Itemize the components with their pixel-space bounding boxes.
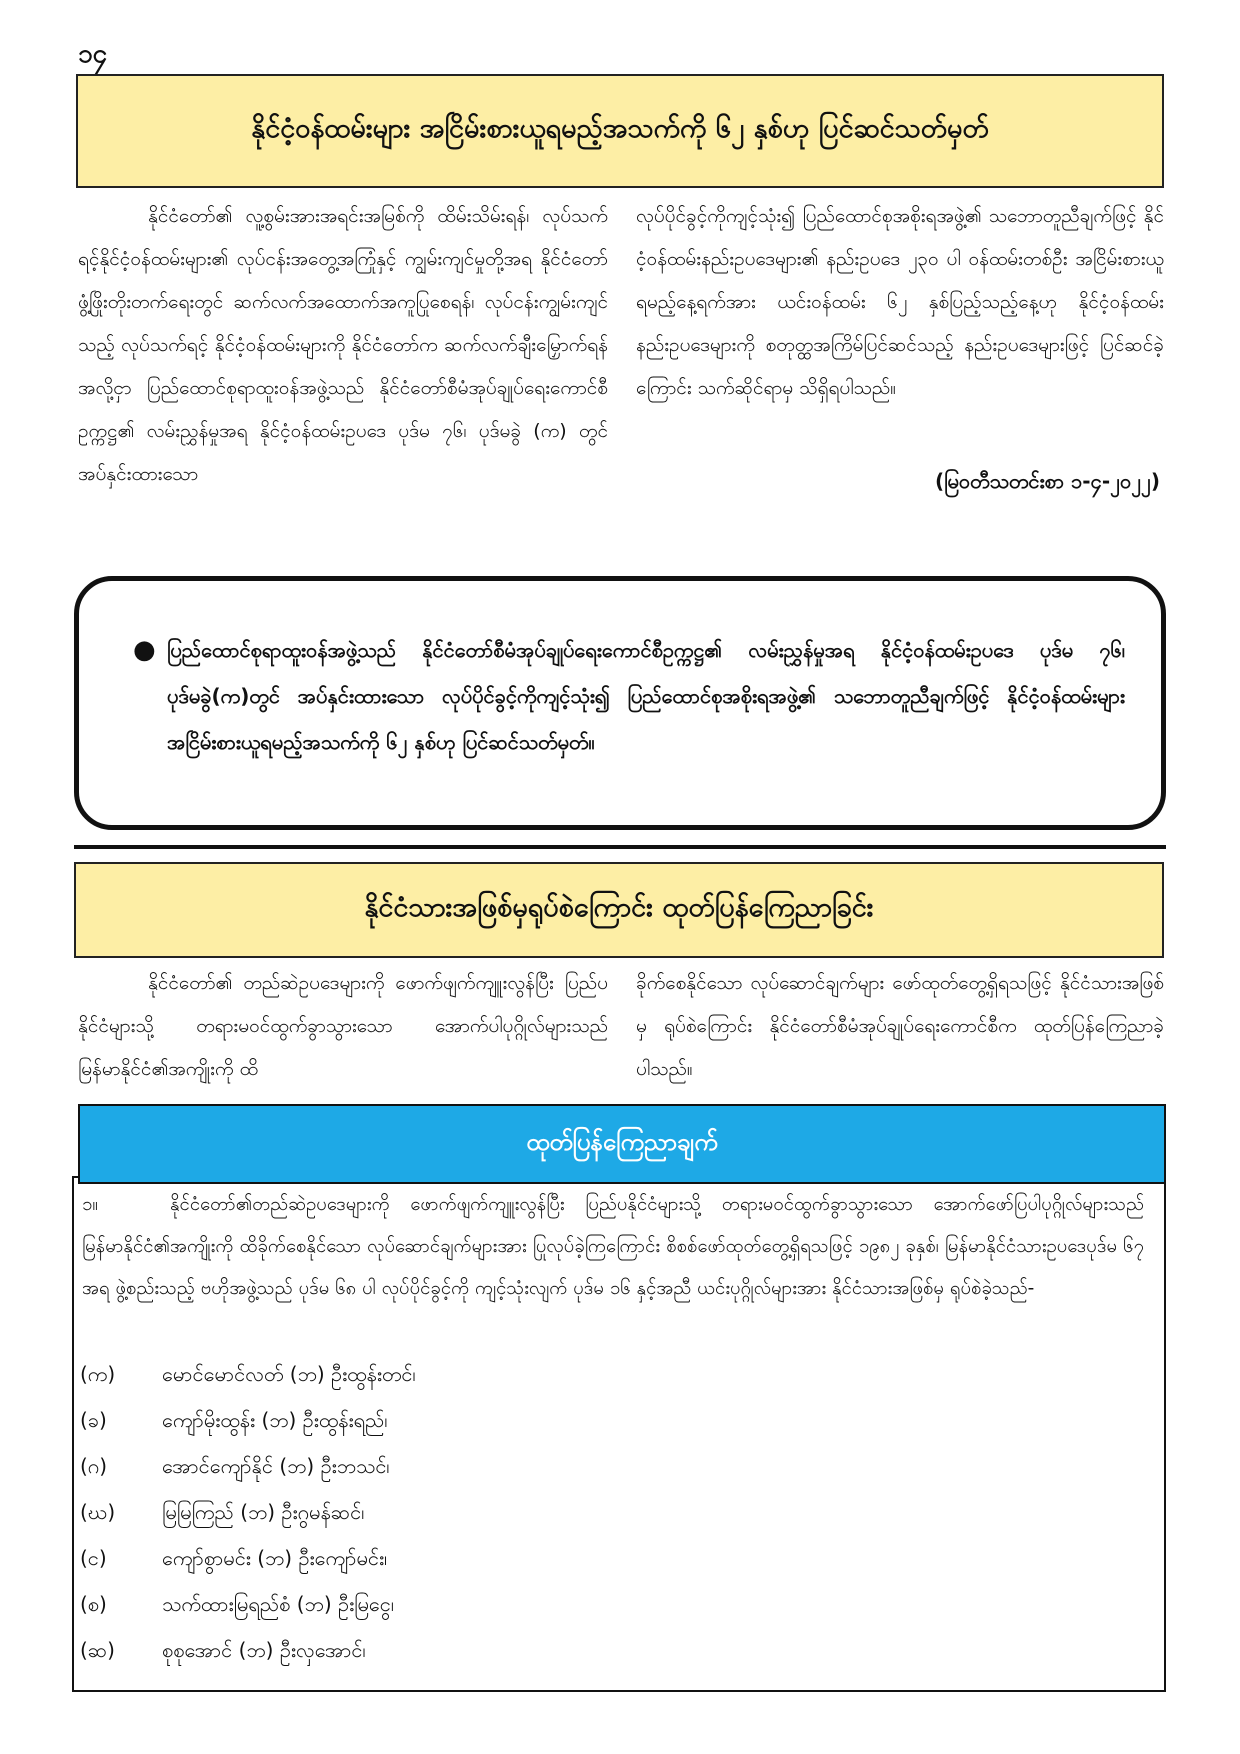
list-item-label: (က) <box>80 1362 116 1386</box>
section2-right-text: ခိုက်စေနိုင်သော လုပ်ဆောင်ချက်များ ဖော်ထုတ်တွေ့ရှိရသဖြင့် နိုင်ငံသားအဖြစ်မှ ရုပ်စဲကြောင်း နိုင်ငံတော်စီမံအုပ်ချုပ်ရေးကောင်စီက ထုတ်ပြန်ကြေညာခဲ့ပါသည်။ <box>636 972 1164 1080</box>
list-item <box>80 1491 416 1537</box>
list-item-label: (ဆ) <box>80 1638 115 1662</box>
news-source: (မြဝတီသတင်းစာ ၁-၄-၂၀၂၂) <box>934 469 1160 493</box>
section2-column-right <box>636 962 1164 1091</box>
section-divider <box>74 845 1166 849</box>
list-item-label: (င) <box>80 1546 107 1570</box>
page-number: ၁၄ <box>78 39 108 69</box>
announcement-paragraph <box>82 1184 1144 1310</box>
section2-title: နိုင်ငံသားအဖြစ်မှရုပ်စဲကြောင်း ထုတ်ပြန်ကြေညာခြင်း <box>74 862 1164 958</box>
section1-column-left <box>78 195 608 496</box>
bullet-icon: ● <box>133 635 156 665</box>
section2-left-text: နိုင်ငံတော်၏ တည်ဆဲဥပဒေများကို ဖောက်ဖျက်ကျူးလွန်ပြီး ပြည်ပနိုင်ငံများသို့ တရားမဝင်ထွက်ခွာသွားသော အောက်ပါပုဂ္ဂိုလ်များသည် မြန်မာနိုင်ငံ၏အကျိုးကို ထိ <box>78 972 608 1080</box>
list-item-text: မောင်မောင်လတ် (ဘ) ဦးထွန်းတင်၊ <box>162 1362 416 1386</box>
list-item <box>80 1445 416 1491</box>
announcement-heading: ထုတ်ပြန်ကြေညာချက် <box>78 1104 1166 1184</box>
list-item-text: ကျော်စွာမင်း (ဘ) ဦးကျော်မင်း၊ <box>162 1546 388 1570</box>
section1-left-text: နိုင်ငံတော်၏ လူ့စွမ်းအားအရင်းအမြစ်ကို ထိမ်းသိမ်းရန်၊ လုပ်သက်ရင့်နိုင်ငံ့ဝန်ထမ်းများ၏ လုပ်ငန်းအတွေ့အကြုံနှင့် ကျွမ်းကျင်မှုတို့အရ နိုင်ငံတော်ဖွံ့ဖြိုးတိုးတက်ရေးတွင် ဆက်လက်အထောက်အကူပြုစေရန်၊ လုပ်ငန်းကျွမ်းကျင်သည့် လုပ်သက်ရင့် နိုင်ငံ့ဝန်ထမ်းများကို နိုင်ငံတော်က ဆက်လက်ချီးမြှောက်ရန်အလို့ငှာ ပြည်ထောင်စုရာထူးဝန်အဖွဲ့သည် နိုင်ငံတော်စီမံအုပ်ချုပ်ရေးကောင်စီဥက္ကဋ္ဌ၏ လမ်းညွှန်မှုအရ နိုင်ငံ့ဝန်ထမ်းဥပဒေ ပုဒ်မ ၇၆၊ ပုဒ်မခွဲ (က) တွင် အပ်နှင်းထားသော <box>78 205 608 485</box>
list-item-text: အောင်ကျော်နိုင် (ဘ) ဦးဘသင်၊ <box>162 1454 390 1478</box>
list-item <box>80 1583 416 1629</box>
list-item <box>80 1537 416 1583</box>
section1-right-text: လုပ်ပိုင်ခွင့်ကိုကျင့်သုံး၍ ပြည်ထောင်စုအစိုးရအဖွဲ့၏ သဘောတူညီချက်ဖြင့် နိုင်ငံ့ဝန်ထမ်းနည်းဥပဒေများ၏ နည်းဥပဒေ ၂၃၀ ပါ ဝန်ထမ်းတစ်ဦး အငြိမ်းစားယူရမည့်နေ့ရက်အား ယင်းဝန်ထမ်း ၆၂ နှစ်ပြည့်သည့်နေ့ဟု နိုင်ငံ့ဝန်ထမ်းနည်းဥပဒေများကို စတုတ္ထအကြိမ်ပြင်ဆင်သည့် နည်းဥပဒေများဖြင့် ပြင်ဆင်ခဲ့ကြောင်း သက်ဆိုင်ရာမှ သိရှိရပါသည်။ <box>636 205 1164 399</box>
list-item-text: စုစုအောင် (ဘ) ဦးလှအောင်၊ <box>162 1638 366 1662</box>
highlight-content <box>133 627 1125 765</box>
revoked-persons-list <box>80 1353 416 1675</box>
list-item <box>80 1399 416 1445</box>
list-item-text: သက်ထားမြရည်စံ (ဘ) ဦးမြငွေ၊ <box>162 1592 395 1616</box>
section2-column-left <box>78 962 608 1091</box>
section1-column-right <box>636 195 1164 410</box>
announcement-box <box>72 1176 1166 1692</box>
list-item-label: (စ) <box>80 1592 107 1616</box>
list-item <box>80 1629 416 1675</box>
list-item-label: (ဃ) <box>80 1500 116 1524</box>
highlight-text: ပြည်ထောင်စုရာထူးဝန်အဖွဲ့သည် နိုင်ငံတော်စီမံအုပ်ချုပ်ရေးကောင်စီဥက္ကဋ္ဌ၏ လမ်းညွှန်မှုအရ နိုင်ငံ့ဝန်ထမ်းဥပဒေ ပုဒ်မ ၇၆၊ ပုဒ်မခွဲ(က)တွင် အပ်နှင်းထားသော လုပ်ပိုင်ခွင့်ကိုကျင့်သုံး၍ ပြည်ထောင်စုအစိုးရအဖွဲ့၏ သဘောတူညီချက်ဖြင့် နိုင်ငံ့ဝန်ထမ်းများ အငြိမ်းစားယူရမည့်အသက်ကို ၆၂ နှစ်ဟု ပြင်ဆင်သတ်မှတ်။ <box>167 638 1125 754</box>
list-item-label: (ဂ) <box>80 1454 108 1478</box>
section1-title: နိုင်ငံ့ဝန်ထမ်းများ အငြိမ်းစားယူရမည့်အသက်ကို ၆၂ နှစ်ဟု ပြင်ဆင်သတ်မှတ် <box>76 74 1164 188</box>
paragraph-number: ၁။ <box>82 1194 99 1215</box>
list-item <box>80 1353 416 1399</box>
list-item-text: မြမြကြည် (ဘ) ဦးဂွမန်ဆင်၊ <box>162 1500 365 1524</box>
list-item-label: (ခ) <box>80 1408 107 1432</box>
paragraph-text: နိုင်ငံတော်၏တည်ဆဲဥပဒေများကို ဖောက်ဖျက်ကျူးလွန်ပြီး ပြည်ပနိုင်ငံများသို့ တရားမဝင်ထွက်ခွာသွားသော အောက်ဖော်ပြပါပုဂ္ဂိုလ်များသည် မြန်မာနိုင်ငံ၏အကျိုးကို ထိခိုက်စေနိုင်သော လုပ်ဆောင်ချက်များအား ပြုလုပ်ခဲ့ကြကြောင်း စိစစ်ဖော်ထုတ်တွေ့ရှိရသဖြင့် ၁၉၈၂ ခုနှစ်၊ မြန်မာနိုင်ငံသားဥပဒေပုဒ်မ ၆၇ အရ ဖွဲ့စည်းသည့် ဗဟိုအဖွဲ့သည် ပုဒ်မ ၆၈ ပါ လုပ်ပိုင်ခွင့်ကို ကျင့်သုံးလျက် ပုဒ်မ ၁၆ နှင့်အညီ ယင်းပုဂ္ဂိုလ်များအား နိုင်ငံသားအဖြစ်မှ ရုပ်စဲခဲ့သည်- <box>82 1194 1144 1299</box>
list-item-text: ကျော်မိုးထွန်း (ဘ) ဦးထွန်းရည်၊ <box>162 1408 388 1432</box>
highlight-box <box>74 576 1166 830</box>
